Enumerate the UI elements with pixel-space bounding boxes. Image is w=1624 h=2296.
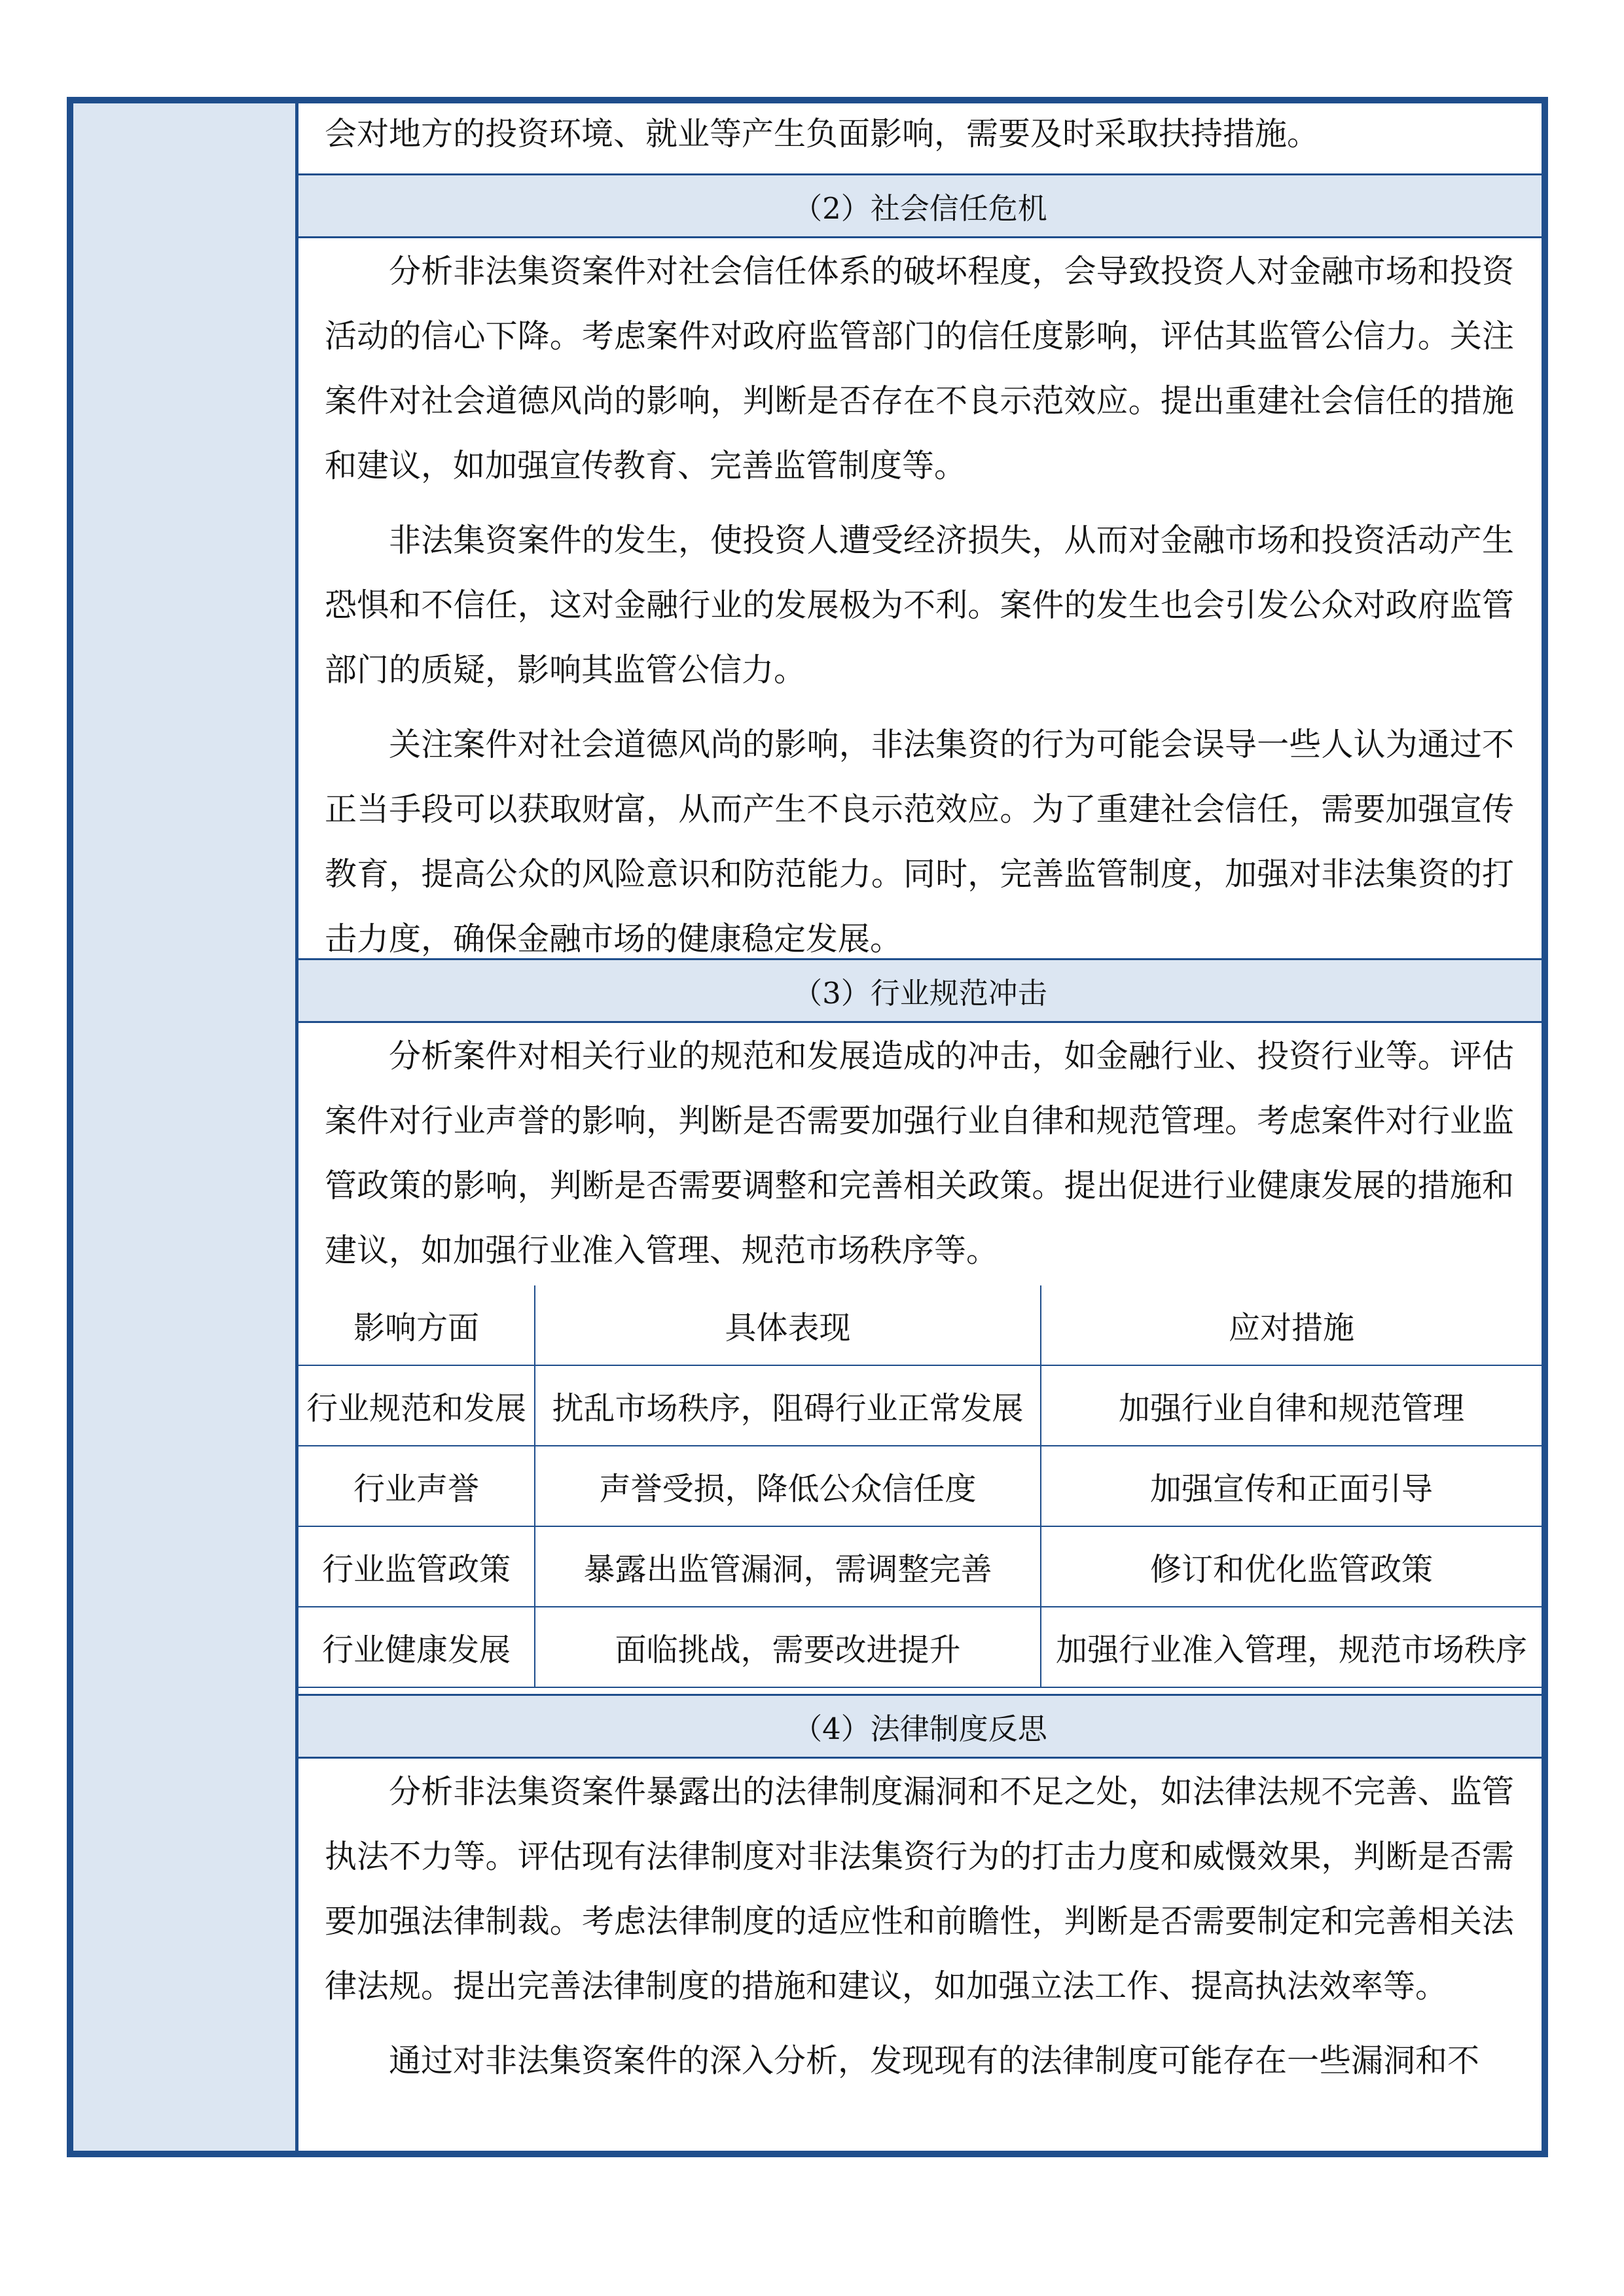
paragraph: 关注案件对社会道德风尚的影响，非法集资的行为可能会误导一些人认为通过不正当手段可以获取财富，从而产生不良示范效应。为了重建社会信任，需要加强宣传教育，提高公众的风险意识和防范能力。同时，完善监管制度，加强对非法集资的打击力度，确保金融市场的健康稳定发展。 [325, 726, 1514, 958]
table-cell: 暴露出监管漏洞，需调整完善 [535, 1526, 1041, 1607]
page-frame [67, 97, 1548, 2157]
table-cell: 加强行业准入管理，规范市场秩序 [1041, 1607, 1542, 1687]
top-fragment-text: 会对地方的投资环境、就业等产生负面影响，需要及时采取扶持措施。 [325, 115, 1320, 152]
paragraph: 通过对非法集资案件的深入分析，发现现有的法律制度可能存在一些漏洞和不 [389, 2042, 1480, 2079]
table-header-row [298, 1285, 1542, 1365]
table-header-cell: 应对措施 [1041, 1285, 1542, 1365]
section-heading-text: （3）行业规范冲击 [793, 976, 1047, 1011]
table-row [298, 1526, 1542, 1607]
table-header-cell: 具体表现 [535, 1285, 1041, 1365]
left-label-column [73, 103, 298, 2151]
social-trust-body [298, 238, 1542, 1047]
table-row [298, 1365, 1542, 1446]
impact-table [298, 1285, 1542, 1688]
table-row [298, 1446, 1542, 1526]
industry-body [298, 1023, 1542, 1285]
section-heading-legal [298, 1694, 1542, 1759]
section-heading-text: （2）社会信任危机 [793, 191, 1047, 226]
legal-body [298, 1759, 1542, 2157]
content-column [298, 103, 1542, 2151]
paragraph: 非法集资案件的发生，使投资人遭受经济损失，从而对金融市场和投资活动产生恐惧和不信任，这对金融行业的发展极为不利。案件的发生也会引发公众对政府监管部门的质疑，影响其监管公信力。 [325, 522, 1514, 689]
table-cell: 扰乱市场秩序，阻碍行业正常发展 [535, 1365, 1041, 1446]
table-cell: 行业健康发展 [298, 1607, 535, 1687]
section-heading-social-trust [298, 173, 1542, 238]
paragraph: 分析非法集资案件暴露出的法律制度漏洞和不足之处，如法律法规不完善、监管执法不力等。评估现有法律制度对非法集资行为的打击力度和威慑效果，判断是否需要加强法律制裁。考虑法律制度的适应性和前瞻性，判断是否需要制定和完善相关法律法规。提出完善法律制度的措施和建议，如加强立法工作、提高执法效率等。 [325, 1773, 1514, 2005]
paragraph: 分析案件对相关行业的规范和发展造成的冲击，如金融行业、投资行业等。评估案件对行业声誉的影响，判断是否需要加强行业自律和规范管理。考虑案件对行业监管政策的影响，判断是否需要调整和完善相关政策。提出促进行业健康发展的措施和建议，如加强行业准入管理、规范市场秩序等。 [325, 1037, 1514, 1269]
table-cell: 面临挑战，需要改进提升 [535, 1607, 1041, 1687]
table-cell: 行业声誉 [298, 1446, 535, 1526]
table-cell: 行业监管政策 [298, 1526, 535, 1607]
section-heading-text: （4）法律制度反思 [793, 1712, 1047, 1746]
paragraph: 分析非法集资案件对社会信任体系的破坏程度，会导致投资人对金融市场和投资活动的信心下降。考虑案件对政府监管部门的信任度影响，评估其监管公信力。关注案件对社会道德风尚的影响，判断是否存在不良示范效应。提出重建社会信任的措施和建议，如加强宣传教育、完善监管制度等。 [325, 253, 1514, 484]
section-heading-industry [298, 958, 1542, 1023]
table-cell: 行业规范和发展 [298, 1365, 535, 1446]
table-header-cell: 影响方面 [298, 1285, 535, 1365]
table-cell: 修订和优化监管政策 [1041, 1526, 1542, 1607]
table-cell: 声誉受损，降低公众信任度 [535, 1446, 1041, 1526]
table-row [298, 1607, 1542, 1687]
table-cell: 加强宣传和正面引导 [1041, 1446, 1542, 1526]
top-fragment-row [298, 101, 1542, 173]
table-cell: 加强行业自律和规范管理 [1041, 1365, 1542, 1446]
